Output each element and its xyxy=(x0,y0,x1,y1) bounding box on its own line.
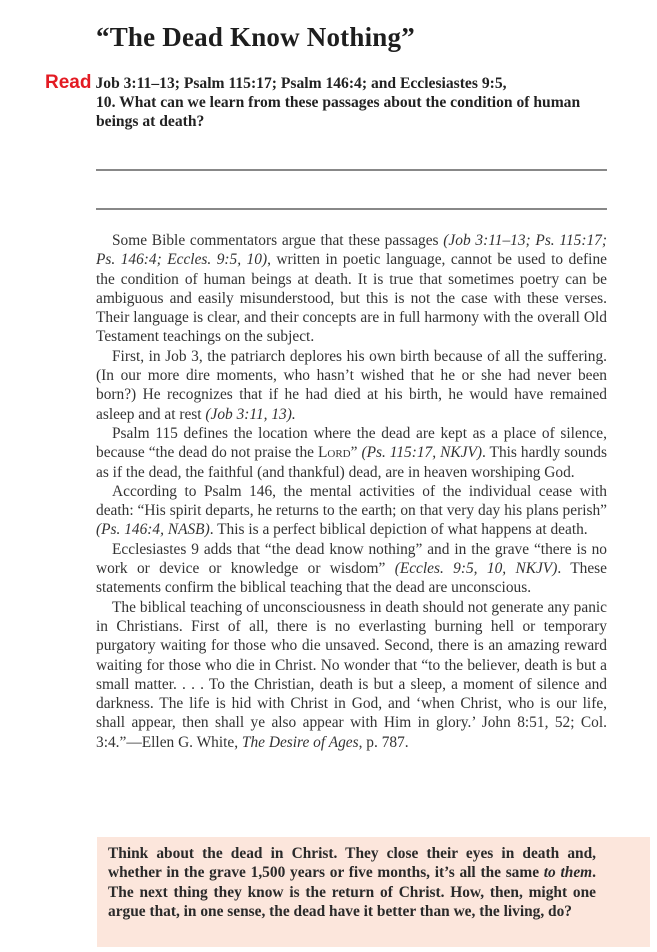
question-text: . The next thing they know is the return of Christ. How, then, might one argue that, in one sense, the dead have it better than we, the living, do? xyxy=(108,864,596,920)
citation-text: (Job 3:11–13; Ps. 115:17; Ps. 146:4; Eccles. 9:5, 10) xyxy=(96,232,607,269)
paragraph-text: . This is a perfect biblical depiction of what happens at death. xyxy=(209,521,588,539)
answer-line-2[interactable] xyxy=(96,208,607,210)
read-prompt-question: 10. What can we learn from these passages about the condition of human beings at death? xyxy=(96,94,581,130)
paragraph-3 xyxy=(96,424,607,482)
read-prompt-first-line: Job 3:11–13; Psalm 115:17; Psalm 146:4; and Ecclesiastes 9:5, xyxy=(95,75,507,92)
answer-line-1[interactable] xyxy=(96,169,607,171)
paragraph-text: , p. 787. xyxy=(358,733,409,751)
citation-text: to them xyxy=(543,864,593,882)
paragraph-text: . These statements confirm the biblical teaching that the dead are unconscious. xyxy=(96,560,607,597)
discussion-question xyxy=(108,844,596,921)
citation-text: (Ps. 146:4, NASB) xyxy=(96,521,210,539)
citation-text: (Eccles. 9:5, 10, NKJV) xyxy=(394,560,558,578)
citation-text: The Desire of Ages xyxy=(241,733,359,751)
read-prompt xyxy=(45,73,585,131)
paragraph-4 xyxy=(96,482,607,540)
paragraph-text: Some Bible commentators argue that these passages xyxy=(112,232,444,249)
paragraph-5 xyxy=(96,540,607,598)
lesson-title: “The Dead Know Nothing” xyxy=(96,22,415,52)
paragraph-text: . This hardly sounds as if the dead, the faithful (and thankful) dead, are in heaven worshiping God. xyxy=(96,444,607,481)
small-caps-text: Lord xyxy=(317,444,351,462)
paragraph-1 xyxy=(96,231,607,347)
paragraph-text: , written in poetic language, cannot be used to define the condition of human beings at death. It is true that sometimes poetry can be ambiguous and easily misunderstood, but this is not the case with these verses. Their language is clear, and their concepts are in full harmony with the overall Old Testament teachings on the subject. xyxy=(96,251,607,346)
paragraph-2 xyxy=(96,347,607,424)
paragraph-text: Ecclesiastes 9 adds that “the dead know nothing” and in the grave “there is no work or device or knowledge or wisdom” xyxy=(96,540,607,578)
discussion-question-box xyxy=(97,837,650,947)
paragraph-6 xyxy=(96,598,607,752)
citation-text: (Job 3:11, 13). xyxy=(205,405,296,423)
paragraph-text: According to Psalm 146, the mental activities of the individual cease with death: “His spirit departs, he returns to the earth; on that very day his plans perish” xyxy=(96,482,607,520)
commentary-body xyxy=(96,231,607,752)
question-text: Think about the dead in Christ. They close their eyes in death and, whether in the grave 1,500 years or five months, it’s all the same xyxy=(108,845,596,882)
paragraph-text: ” xyxy=(350,444,362,462)
paragraph-text: Psalm 115 defines the location where the dead are kept as a place of silence, because “the dead do not praise the xyxy=(96,424,607,462)
paragraph-text: The biblical teaching of unconsciousness in death should not generate any panic in Christians. First of all, there is no everlasting burning hell or temporary purgatory waiting for those who die unsaved. Second, there is an amazing reward waiting for those who die in Christ. No wonder that “to the believer, death is but a small matter. . . . To the Christian, death is but a sleep, a moment of silence and darkness. The life is hid with Christ in God, and ‘when Christ, who is our life, shall appear, then shall ye also appear with Him in glory.’ John 8:51, 52; Col. 3:4.”—Ellen G. White, xyxy=(96,598,607,751)
citation-text: (Ps. 115:17, NKJV) xyxy=(361,444,482,462)
paragraph-text: First, in Job 3, the patriarch deplores his own birth because of all the suffering. (In our more dire moments, who hasn’t wished that he or she had never been born?) He recognizes that if he had died at his birth, he would have remained asleep and at rest xyxy=(96,347,607,423)
read-keyword: Read xyxy=(45,72,92,93)
